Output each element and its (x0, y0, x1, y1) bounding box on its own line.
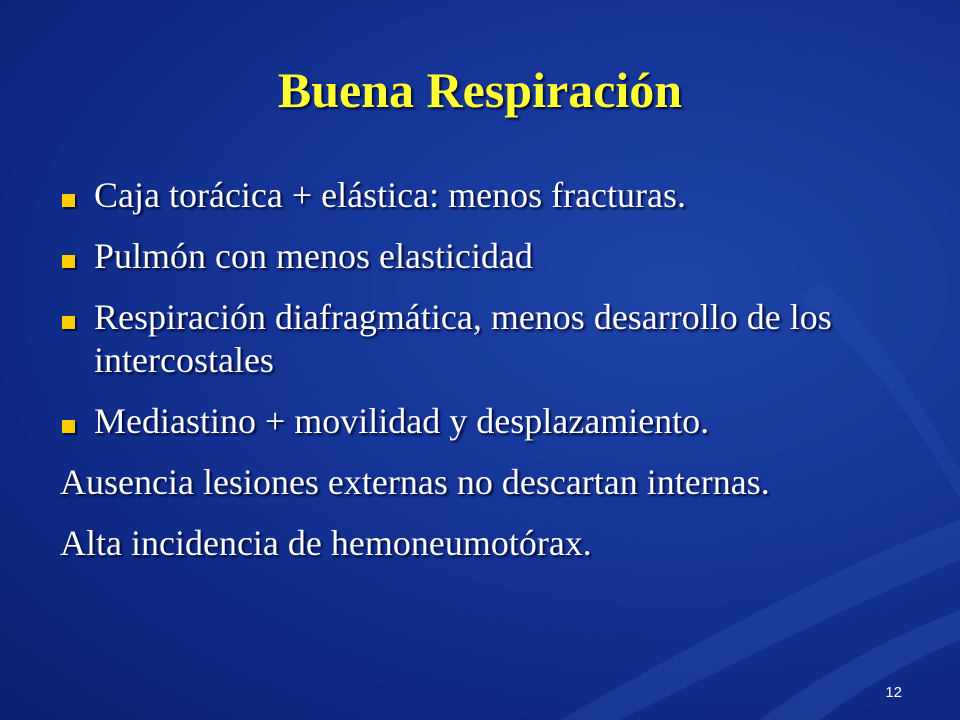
square-bullet-icon (62, 420, 75, 433)
bullet-text: Respiración diafragmática, menos desarrollo de los intercostales (94, 297, 832, 380)
bullet-text: Pulmón con menos elasticidad (94, 236, 533, 276)
square-bullet-icon (62, 316, 75, 329)
bullet-text: Caja torácica + elástica: menos fracturas. (94, 175, 687, 215)
bullet-item (60, 174, 900, 217)
bullet-text: Mediastino + movilidad y desplazamiento. (94, 401, 710, 441)
plain-text-line: Ausencia lesiones externas no descartan internas. (60, 462, 770, 502)
square-bullet-icon (62, 255, 75, 268)
plain-text-line: Alta incidencia de hemoneumotórax. (60, 523, 592, 563)
page-number: 12 (885, 684, 902, 701)
bullet-item (60, 296, 900, 382)
bullet-list (60, 174, 900, 443)
bullet-item (60, 235, 900, 278)
slide-content (60, 174, 900, 583)
bullet-item (60, 400, 900, 443)
square-bullet-icon (62, 194, 75, 207)
slide-title: Buena Respiración (277, 62, 683, 118)
